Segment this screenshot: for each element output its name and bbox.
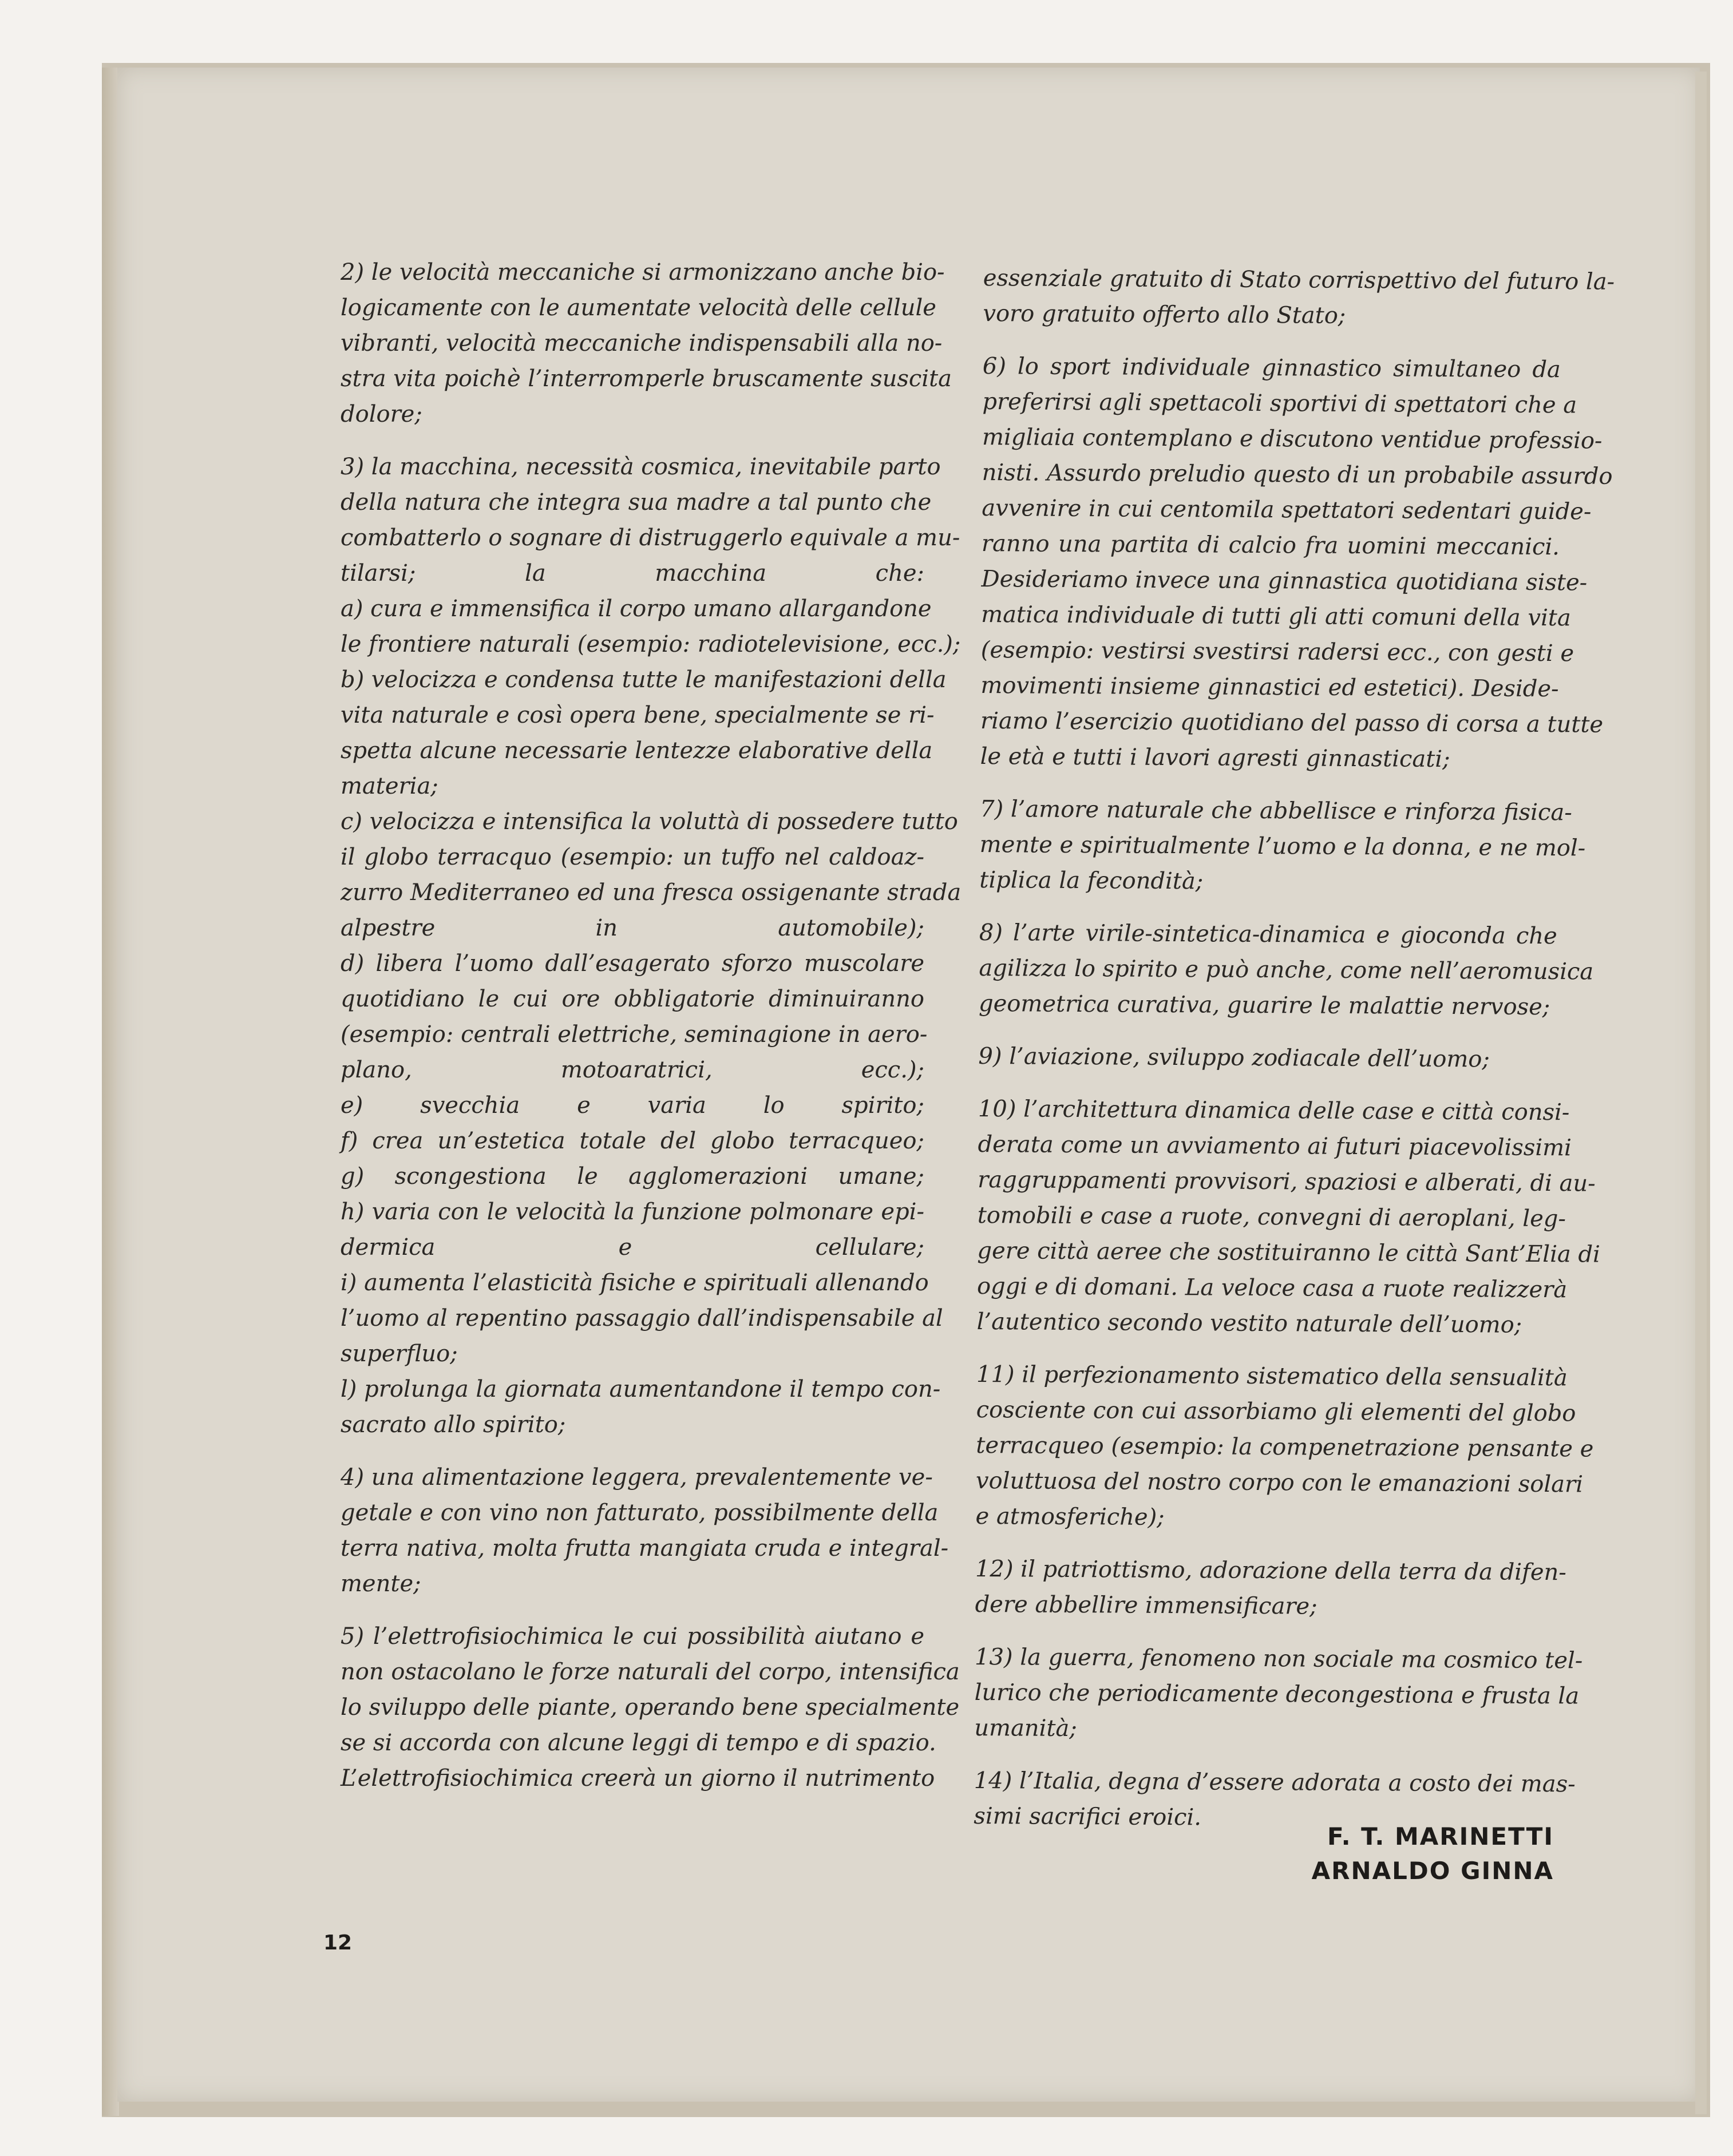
text-line: della natura che integra sua madre a tal punto che [341, 489, 932, 516]
text-line: d) libera l’uomo dall’esagerato sforzo muscolare [341, 950, 924, 977]
paragraph-gap [341, 1442, 924, 1460]
text-line: dolore; [341, 401, 422, 427]
text-line: oggi e di domani. La veloce casa a ruote realizzerà [976, 1273, 1568, 1303]
paragraph-item-5 [341, 1619, 960, 1796]
paragraph-gap [341, 1602, 924, 1619]
text-line: se si accorda con alcune leggi di tempo e di spazio. [341, 1730, 936, 1756]
text-line: tilarsi; la macchina che: [341, 560, 924, 586]
text-line: nisti. Assurdo preludio questo di un probabile assurdo [982, 459, 1613, 490]
text-line: mente; [341, 1571, 421, 1597]
paragraph-item-10 [976, 1091, 1601, 1343]
text-line: vibranti, velocità meccaniche indispensabili alla no- [341, 330, 943, 356]
text-line: spetta alcune necessarie lentezze elaborative della [341, 738, 933, 764]
paragraph-item-9 [978, 1039, 1556, 1077]
text-line: ranno una partita di calcio fra uomini meccanici. [981, 530, 1560, 561]
page-edge-left [102, 68, 119, 2116]
text-line: h) varia con le velocità la funzione polmonare epi- [341, 1199, 924, 1225]
text-line: riamo l’esercizio quotidiano del passo di corsa a tutte [980, 707, 1604, 738]
text-line: 14) l’Italia, degna d’essere adorata a costo dei mas- [974, 1767, 1576, 1798]
text-line: tomobili e case a ruote, convegni di aeroplani, leg- [977, 1202, 1566, 1232]
text-line: 2) le velocità meccaniche si armonizzano anche bio- [341, 259, 945, 286]
text-line: 12) il patriottismo, adorazione della terra da difen- [975, 1555, 1567, 1586]
paragraph-item-2 [341, 255, 952, 432]
text-line: a) cura e immensifica il corpo umano allargandone [341, 596, 932, 622]
text-line: lurico che periodicamente decongestiona e frusta la [974, 1679, 1580, 1710]
right-column [974, 260, 1615, 1837]
text-line: essenziale gratuito di Stato corrispettivo del futuro la- [983, 264, 1615, 295]
text-line: zurro Mediterraneo ed una fresca ossigenante strada [341, 879, 962, 906]
paragraph-item-3 [341, 449, 962, 1442]
text-line: f) crea un’estetica totale del globo terracqueo; [341, 1128, 924, 1154]
text-line: sacrato allo spirito; [341, 1412, 566, 1438]
signature-block [1312, 1820, 1554, 1888]
paragraph-item-6 [980, 348, 1613, 778]
text-line: (esempio: vestirsi svestirsi radersi ecc., con gesti e [980, 636, 1574, 667]
text-line: 8) l’arte virile-sintetica-dinamica e gioconda che [979, 919, 1557, 950]
text-line: il globo terracquo (esempio: un tuffo nel caldoaz- [341, 844, 924, 870]
text-line: raggruppamenti provvisori, spaziosi e alberati, di au- [978, 1166, 1596, 1197]
text-line: b) velocizza e condensa tutte le manifestazioni della [341, 667, 947, 693]
text-line: e) svecchia e varia lo spirito; [341, 1092, 924, 1119]
text-line: le età e tutti i lavori agresti ginnasticati; [980, 743, 1450, 772]
paragraph-item-5-cont [983, 260, 1615, 335]
text-line: 9) l’aviazione, sviluppo zodiacale dell’uomo; [978, 1043, 1490, 1073]
page-number: 12 [323, 1931, 353, 1955]
left-column [341, 255, 962, 1796]
text-line: migliaia contemplano e discutono ventidue professio- [982, 423, 1603, 454]
text-line: 4) una alimentazione leggera, prevalentemente ve- [341, 1464, 933, 1491]
paragraph-gap [341, 432, 924, 449]
text-line: avvenire in cui centomila spettatori sedentari guide- [982, 494, 1592, 525]
text-line: terra nativa, molta frutta mangiata cruda e integral- [341, 1535, 949, 1561]
text-line: L’elettrofisiochimica creerà un giorno il nutrimento [341, 1765, 935, 1792]
text-line: dere abbellire immensificare; [975, 1591, 1317, 1620]
text-line: superfluo; [341, 1341, 458, 1367]
text-line: alpestre in automobile); [341, 915, 924, 941]
text-line: e atmosferiche); [975, 1503, 1165, 1531]
text-line: derata come un avviamento ai futuri piacevolissimi [978, 1131, 1572, 1162]
text-line: 13) la guerra, fenomeno non sociale ma cosmico tel- [974, 1643, 1583, 1674]
text-line: plano, motoaratrici, ecc.); [341, 1057, 924, 1083]
text-line: non ostacolano le forze naturali del corpo, intensifica [341, 1659, 960, 1685]
text-line: voro gratuito offerto allo Stato; [983, 300, 1346, 329]
text-line: lo sviluppo delle piante, operando bene specialmente [341, 1694, 960, 1721]
paragraph-item-7 [979, 791, 1586, 901]
text-line: simi sacrifici eroici. [974, 1802, 1202, 1831]
text-line: terracqueo (esempio: la compenetrazione pensante e [976, 1432, 1594, 1463]
text-line: getale e con vino non fatturato, possibilmente della [341, 1500, 939, 1526]
paragraph-item-8 [978, 915, 1594, 1025]
text-line: 7) l’amore naturale che abbellisce e rinforza fisica- [980, 795, 1572, 826]
paragraph-item-4 [341, 1460, 949, 1602]
text-line: logicamente con le aumentate velocità delle cellule [341, 295, 936, 321]
text-line: l) prolunga la giornata aumentandone il tempo con- [341, 1376, 941, 1402]
text-line: cosciente con cui assorbiamo gli elementi del globo [976, 1396, 1576, 1427]
text-line: 6) lo sport individuale ginnastico simultaneo da [982, 352, 1561, 383]
text-line: combatterlo o sognare di distruggerlo equivale a mu- [341, 525, 960, 551]
text-line: l’uomo al repentino passaggio dall’indispensabile al [341, 1305, 943, 1331]
page-edge-right [1695, 72, 1707, 2114]
text-line: le frontiere naturali (esempio: radiotelevisione, ecc.); [341, 631, 961, 657]
paragraph-item-12 [975, 1551, 1567, 1626]
text-line: tiplica la fecondità; [979, 866, 1204, 895]
text-line: l’autentico secondo vestito naturale dell’uomo; [976, 1308, 1522, 1338]
text-line: i) aumenta l’elasticità fisiche e spirituali allenando [341, 1270, 929, 1296]
text-line: (esempio: centrali elettriche, seminagione in aero- [341, 1021, 928, 1048]
text-line: preferirsi agli spettacoli sportivi di spettatori che a [982, 388, 1577, 419]
text-line: g) scongestiona le agglomerazioni umane; [341, 1163, 924, 1190]
author-marinetti: F. T. MARINETTI [1327, 1822, 1554, 1850]
text-line: materia; [341, 773, 438, 799]
text-line: mente e spiritualmente l’uomo e la donna, e ne mol- [979, 831, 1586, 862]
text-line: quotidiano le cui ore obbligatorie diminuiranno [341, 986, 924, 1012]
text-line: 5) l’elettrofisiochimica le cui possibilità aiutano e [341, 1623, 924, 1650]
text-line: geometrica curativa, guarire le malattie nervose; [978, 990, 1550, 1021]
text-line: 11) il perfezionamento sistematico della sensualità [976, 1361, 1568, 1392]
text-line: matica individuale di tutti gli atti comuni della vita [981, 601, 1571, 632]
paragraph-item-11 [975, 1357, 1594, 1537]
text-line: c) velocizza e intensifica la voluttà di possedere tutto [341, 808, 958, 835]
text-line: dermica e cellulare; [341, 1234, 924, 1261]
text-line: 3) la macchina, necessità cosmica, inevitabile parto [341, 454, 941, 480]
text-line: vita naturale e così opera bene, specialmente se ri- [341, 702, 935, 728]
text-line: Desideriamo invece una ginnastica quotidiana siste- [981, 565, 1588, 596]
text-line: umanità; [974, 1714, 1077, 1742]
paragraph-item-13 [974, 1639, 1583, 1749]
text-line: voluttuosa del nostro corpo con le emanazioni solari [975, 1467, 1584, 1498]
text-line: agilizza lo spirito e può anche, come nell’aeromusica [979, 954, 1594, 985]
text-line: gere città aeree che sostituiranno le città Sant’Elia di [977, 1237, 1601, 1268]
text-line: movimenti insieme ginnastici ed estetici). Deside- [980, 672, 1559, 703]
text-line: 10) l’architettura dinamica delle case e città consi- [978, 1095, 1570, 1126]
author-ginna: ARNALDO GINNA [1311, 1857, 1554, 1885]
text-line: stra vita poichè l’interromperle bruscamente suscita [341, 366, 952, 392]
